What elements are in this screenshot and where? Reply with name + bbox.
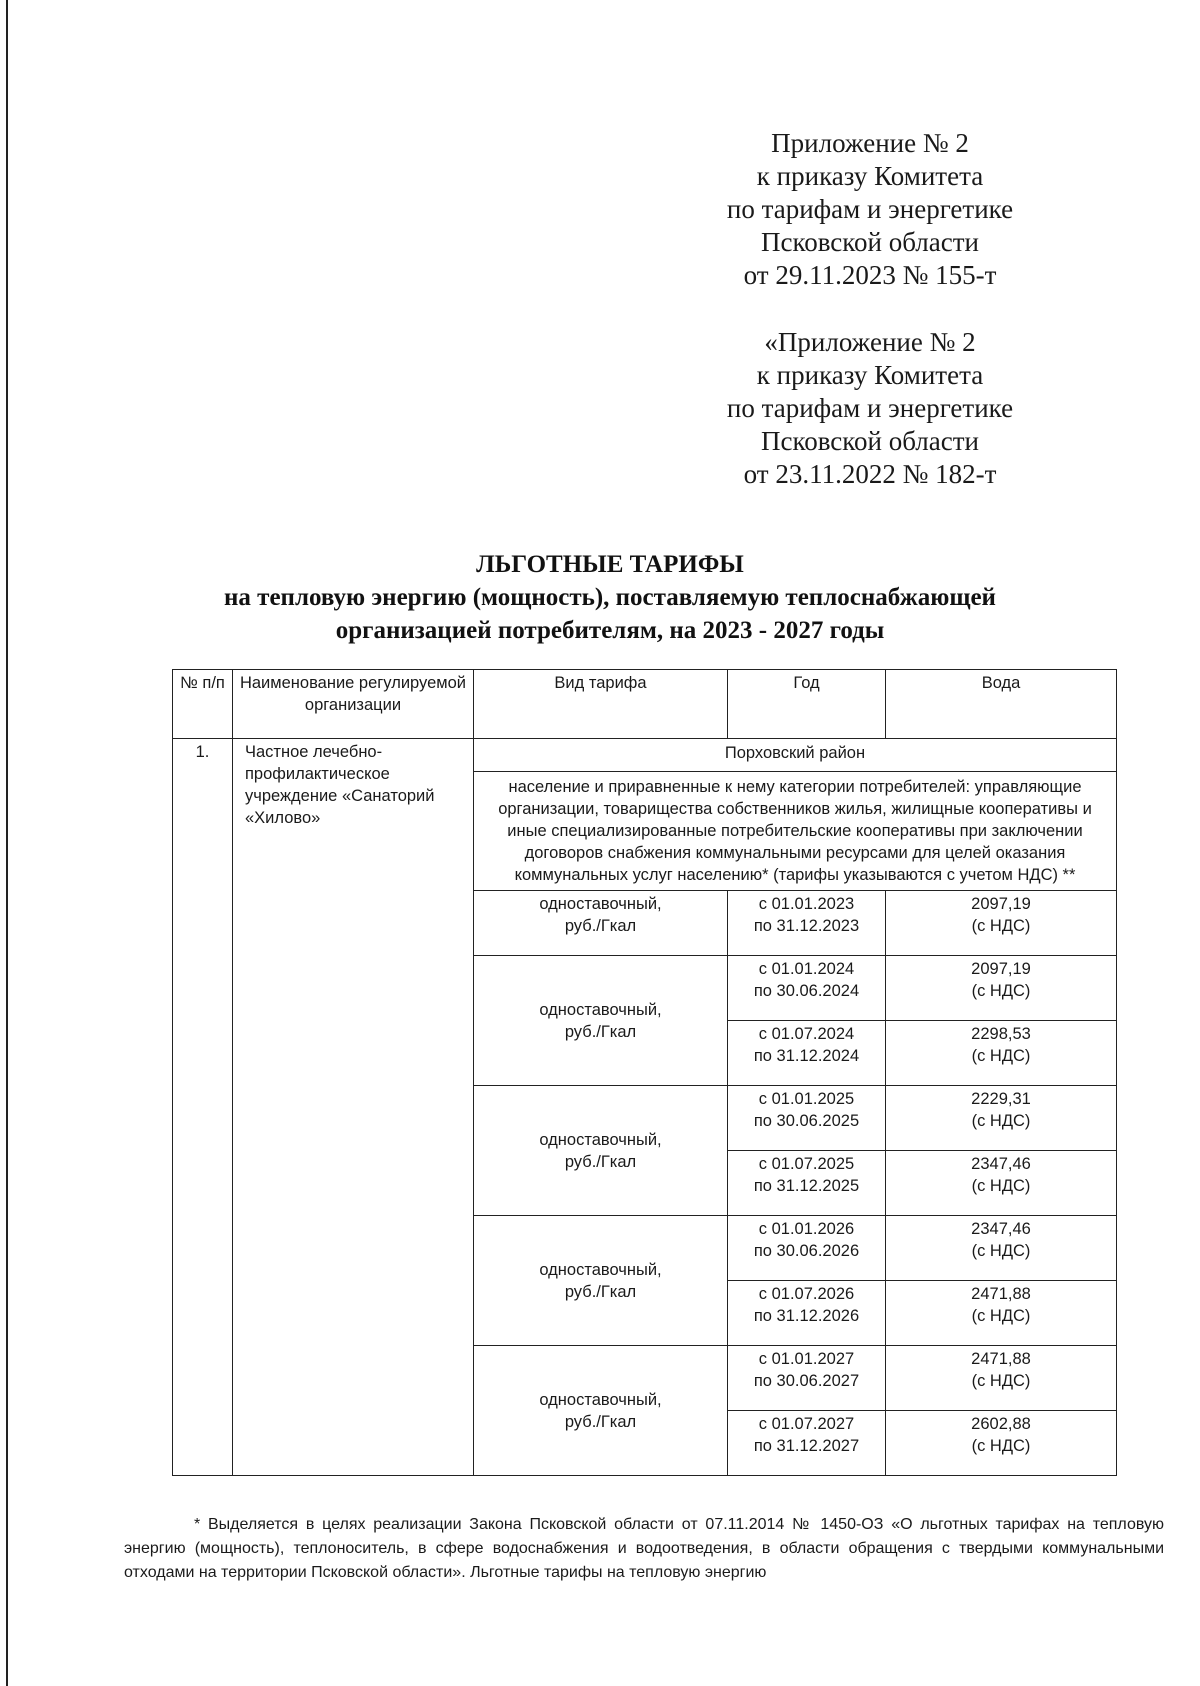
tariff-value: 2471,88	[971, 1285, 1031, 1303]
vat-note: (с НДС)	[971, 917, 1031, 935]
header-org: Наименование регулируемой организации	[233, 670, 474, 739]
tariff-type-cell	[474, 1086, 728, 1216]
period-cell	[728, 1346, 886, 1411]
header-tariff-type: Вид тарифа	[474, 670, 728, 739]
vat-note: (с НДС)	[971, 1307, 1031, 1325]
tariff-type-cell	[474, 1346, 728, 1476]
header-water: Вода	[886, 670, 1117, 739]
tariff-type-line: одноставочный,	[539, 1000, 662, 1019]
title-line-1: ЛЬГОТНЫЕ ТАРИФЫ	[476, 551, 744, 578]
appendix-line: от 23.11.2022 № 182-т	[743, 459, 997, 489]
period-to: по 31.12.2027	[753, 1437, 860, 1455]
period-cell	[728, 956, 886, 1021]
period-cell	[728, 1151, 886, 1216]
vat-note: (с НДС)	[971, 1242, 1031, 1260]
header-num: № п/п	[173, 670, 233, 739]
period-cell	[728, 1216, 886, 1281]
tariff-value: 2347,46	[971, 1220, 1031, 1238]
water-tariff-cell	[886, 1086, 1117, 1151]
consumer-category: население и приравненные к нему категории потребителей: управляющие организации, товарищества собственников жилья, жилищные кооперативы и иные специализированные потребительские кооперативы при заключении договоров снабжения коммунальными ресурсами для целей оказания коммунальных услуг населению* (тарифы указываются с учетом НДС) **	[474, 772, 1117, 891]
tariff-value: 2097,19	[971, 960, 1031, 978]
tariff-type-line: одноставочный,	[539, 1260, 662, 1279]
period-to: по 30.06.2027	[753, 1372, 860, 1390]
water-tariff-cell	[886, 1021, 1117, 1086]
scan-edge-line	[6, 0, 8, 1686]
period-from: с 01.01.2027	[758, 1350, 855, 1368]
period-from: с 01.07.2027	[758, 1415, 855, 1433]
tariff-type-line: одноставочный,	[539, 1130, 662, 1149]
vat-note: (с НДС)	[971, 982, 1031, 1000]
title-line-2: на тепловую энергию (мощность), поставляемую теплоснабжающей	[224, 584, 996, 611]
water-tariff-cell	[886, 1411, 1117, 1476]
period-from: с 01.01.2026	[758, 1220, 855, 1238]
appendix-line: к приказу Комитета	[756, 161, 984, 191]
vat-note: (с НДС)	[971, 1437, 1031, 1455]
vat-note: (с НДС)	[971, 1112, 1031, 1130]
appendix-line: Псковской области	[760, 426, 979, 456]
period-cell	[728, 1281, 886, 1346]
appendix-current-header	[700, 127, 1040, 292]
tariff-unit-line: руб./Гкал	[564, 917, 637, 935]
appendix-line: Псковской области	[760, 227, 979, 257]
tariff-type-line: одноставочный,	[539, 1390, 662, 1409]
title-line-3: организацией потребителям, на 2023 - 2027 годы	[335, 617, 885, 644]
tariff-value: 2347,46	[971, 1155, 1031, 1173]
period-from: с 01.07.2024	[758, 1025, 855, 1043]
tariff-value: 2229,31	[971, 1090, 1031, 1108]
appendix-previous-header	[700, 326, 1040, 491]
tariff-value: 2602,88	[971, 1415, 1031, 1433]
water-tariff-cell	[886, 891, 1117, 956]
appendix-line: по тарифам и энергетике	[726, 194, 1014, 224]
tariff-value: 2471,88	[971, 1350, 1031, 1368]
period-to: по 31.12.2026	[753, 1307, 860, 1325]
tariff-type-cell	[474, 891, 728, 956]
period-from: с 01.01.2025	[758, 1090, 855, 1108]
appendix-line: «Приложение № 2	[764, 327, 976, 357]
organization-name: Частное лечебно-профилактическое учреждение «Санаторий «Хилово»	[233, 739, 474, 1476]
water-tariff-cell	[886, 1151, 1117, 1216]
water-tariff-cell	[886, 1346, 1117, 1411]
region-name: Порховский район	[474, 739, 1117, 772]
tariff-value: 2298,53	[971, 1025, 1031, 1043]
period-to: по 31.12.2025	[753, 1177, 860, 1195]
period-from: с 01.01.2023	[758, 895, 855, 913]
water-tariff-cell	[886, 1216, 1117, 1281]
header-year: Год	[728, 670, 886, 739]
table-row	[173, 739, 1117, 772]
tariff-unit-line: руб./Гкал	[564, 1022, 637, 1041]
tariff-unit-line: руб./Гкал	[564, 1282, 637, 1301]
row-number: 1.	[173, 739, 233, 1476]
tariffs-table	[172, 669, 1117, 1476]
tariff-type-cell	[474, 1216, 728, 1346]
tariff-type-cell	[474, 956, 728, 1086]
footnote: * Выделяется в целях реализации Закона Псковской области от 07.11.2014 № 1450-ОЗ «О льготных тарифах на тепловую энергию (мощность), теплоноситель, в сфере водоснабжения и водоотведения, в области обращения с твердыми коммунальными отходами на территории Псковской области». Льготные тарифы на тепловую энергию	[124, 1516, 1164, 1581]
vat-note: (с НДС)	[971, 1047, 1031, 1065]
period-cell	[728, 891, 886, 956]
document-title	[160, 548, 1060, 647]
period-from: с 01.01.2024	[758, 960, 855, 978]
period-to: по 31.12.2023	[753, 917, 860, 935]
period-to: по 30.06.2024	[753, 982, 860, 1000]
tariff-unit-line: руб./Гкал	[564, 1412, 637, 1431]
appendix-line: от 29.11.2023 № 155-т	[743, 260, 997, 290]
appendix-line: Приложение № 2	[771, 128, 969, 158]
period-from: с 01.07.2026	[758, 1285, 855, 1303]
appendix-line: к приказу Комитета	[756, 360, 984, 390]
period-to: по 30.06.2025	[753, 1112, 860, 1130]
vat-note: (с НДС)	[971, 1372, 1031, 1390]
period-from: с 01.07.2025	[758, 1155, 855, 1173]
appendix-line: по тарифам и энергетике	[726, 393, 1014, 423]
tariff-value: 2097,19	[971, 895, 1031, 913]
table-header-row	[173, 670, 1117, 739]
period-to: по 31.12.2024	[753, 1047, 860, 1065]
period-cell	[728, 1086, 886, 1151]
tariff-unit-line: руб./Гкал	[564, 1152, 637, 1171]
vat-note: (с НДС)	[971, 1177, 1031, 1195]
water-tariff-cell	[886, 956, 1117, 1021]
period-cell	[728, 1411, 886, 1476]
period-cell	[728, 1021, 886, 1086]
period-to: по 30.06.2026	[753, 1242, 860, 1260]
tariff-type-line: одноставочный,	[539, 895, 662, 913]
water-tariff-cell	[886, 1281, 1117, 1346]
